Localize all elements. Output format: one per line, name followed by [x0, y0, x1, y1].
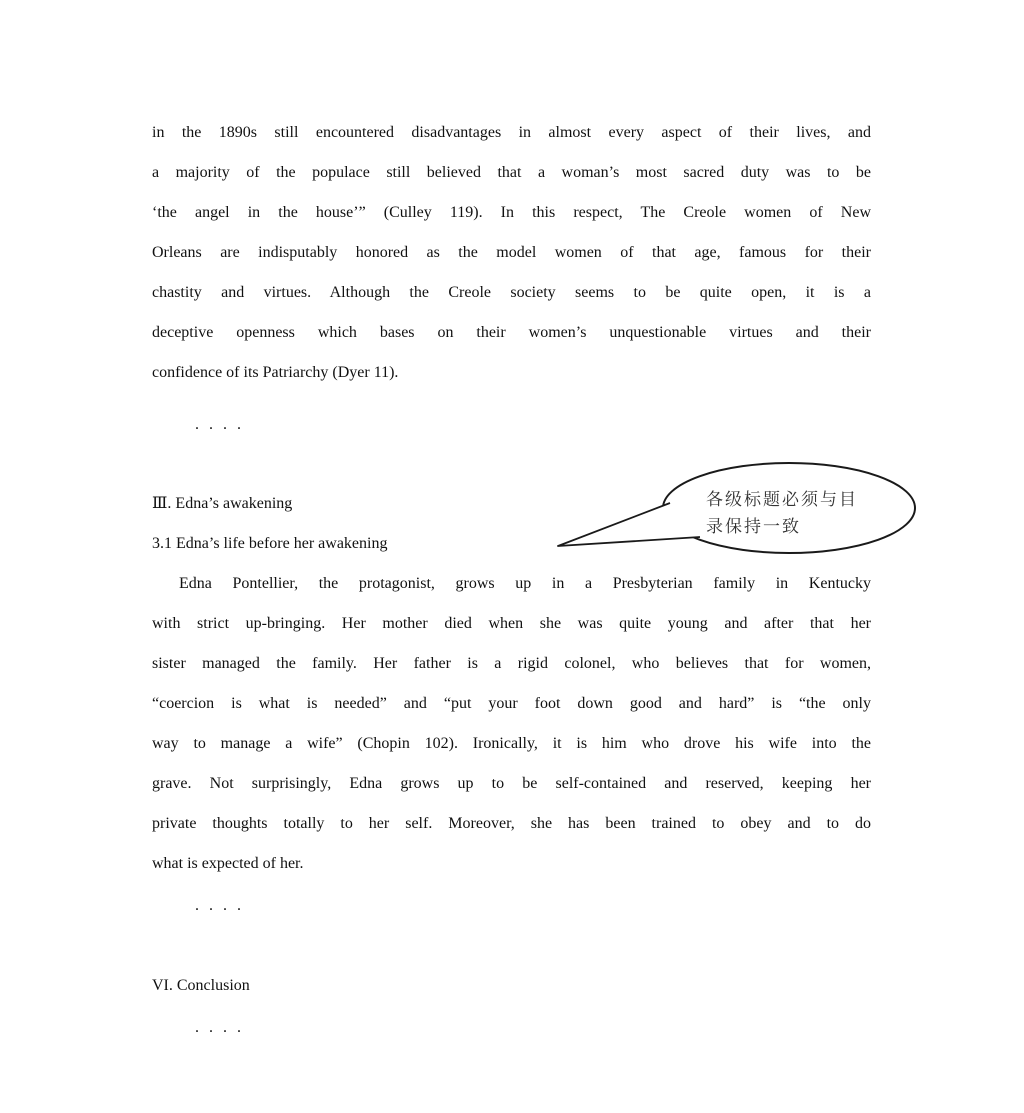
- text-line: sister managed the family. Her father is a rigid colonel, who believes that for women,: [152, 655, 871, 672]
- text-line: grave. Not surprisingly, Edna grows up to be self-contained and reserved, keeping her: [152, 775, 871, 792]
- text-line: Edna Pontellier, the protagonist, grows up in a Presbyterian family in Kentucky: [179, 575, 871, 592]
- text-line: confidence of its Patriarchy (Dyer 11).: [152, 364, 399, 381]
- paragraph-edna-pontellier: [152, 564, 871, 884]
- text-line: with strict up-bringing. Her mother died when she was quite young and after that her: [152, 615, 871, 632]
- text-line: private thoughts totally to her self. Moreover, she has been trained to obey and to do: [152, 815, 871, 832]
- text-line: ‘the angel in the house’” (Culley 119). In this respect, The Creole women of New: [152, 204, 871, 221]
- callout-annotation-text: [706, 486, 886, 540]
- ellipsis-line-2: . . . .: [195, 897, 244, 914]
- callout-text-line-1: 各级标题必须与目: [706, 490, 858, 509]
- text-line: chastity and virtues. Although the Creole society seems to be quite open, it is a: [152, 284, 871, 301]
- paragraph-creole-women: [152, 113, 871, 393]
- ellipsis-line-3: . . . .: [195, 1019, 244, 1036]
- text-line: Orleans are indisputably honored as the model women of that age, famous for their: [152, 244, 871, 261]
- text-line: deceptive openness which bases on their women’s unquestionable virtues and their: [152, 324, 871, 341]
- ellipsis-line-1: . . . .: [195, 416, 244, 433]
- text-line: a majority of the populace still believed that a woman’s most sacred duty was to be: [152, 164, 871, 181]
- text-line: in the 1890s still encountered disadvantages in almost every aspect of their lives, and: [152, 124, 871, 141]
- text-line: what is expected of her.: [152, 855, 304, 872]
- heading-section-3: Ⅲ. Edna’s awakening: [152, 495, 293, 512]
- callout-text-line-2: 录保持一致: [706, 517, 801, 536]
- text-line: way to manage a wife” (Chopin 102). Ironically, it is him who drove his wife into the: [152, 735, 871, 752]
- text-line: “coercion is what is needed” and “put your foot down good and hard” is “the only: [152, 695, 871, 712]
- heading-section-3-1: 3.1 Edna’s life before her awakening: [152, 535, 388, 552]
- heading-section-6: VI. Conclusion: [152, 977, 250, 994]
